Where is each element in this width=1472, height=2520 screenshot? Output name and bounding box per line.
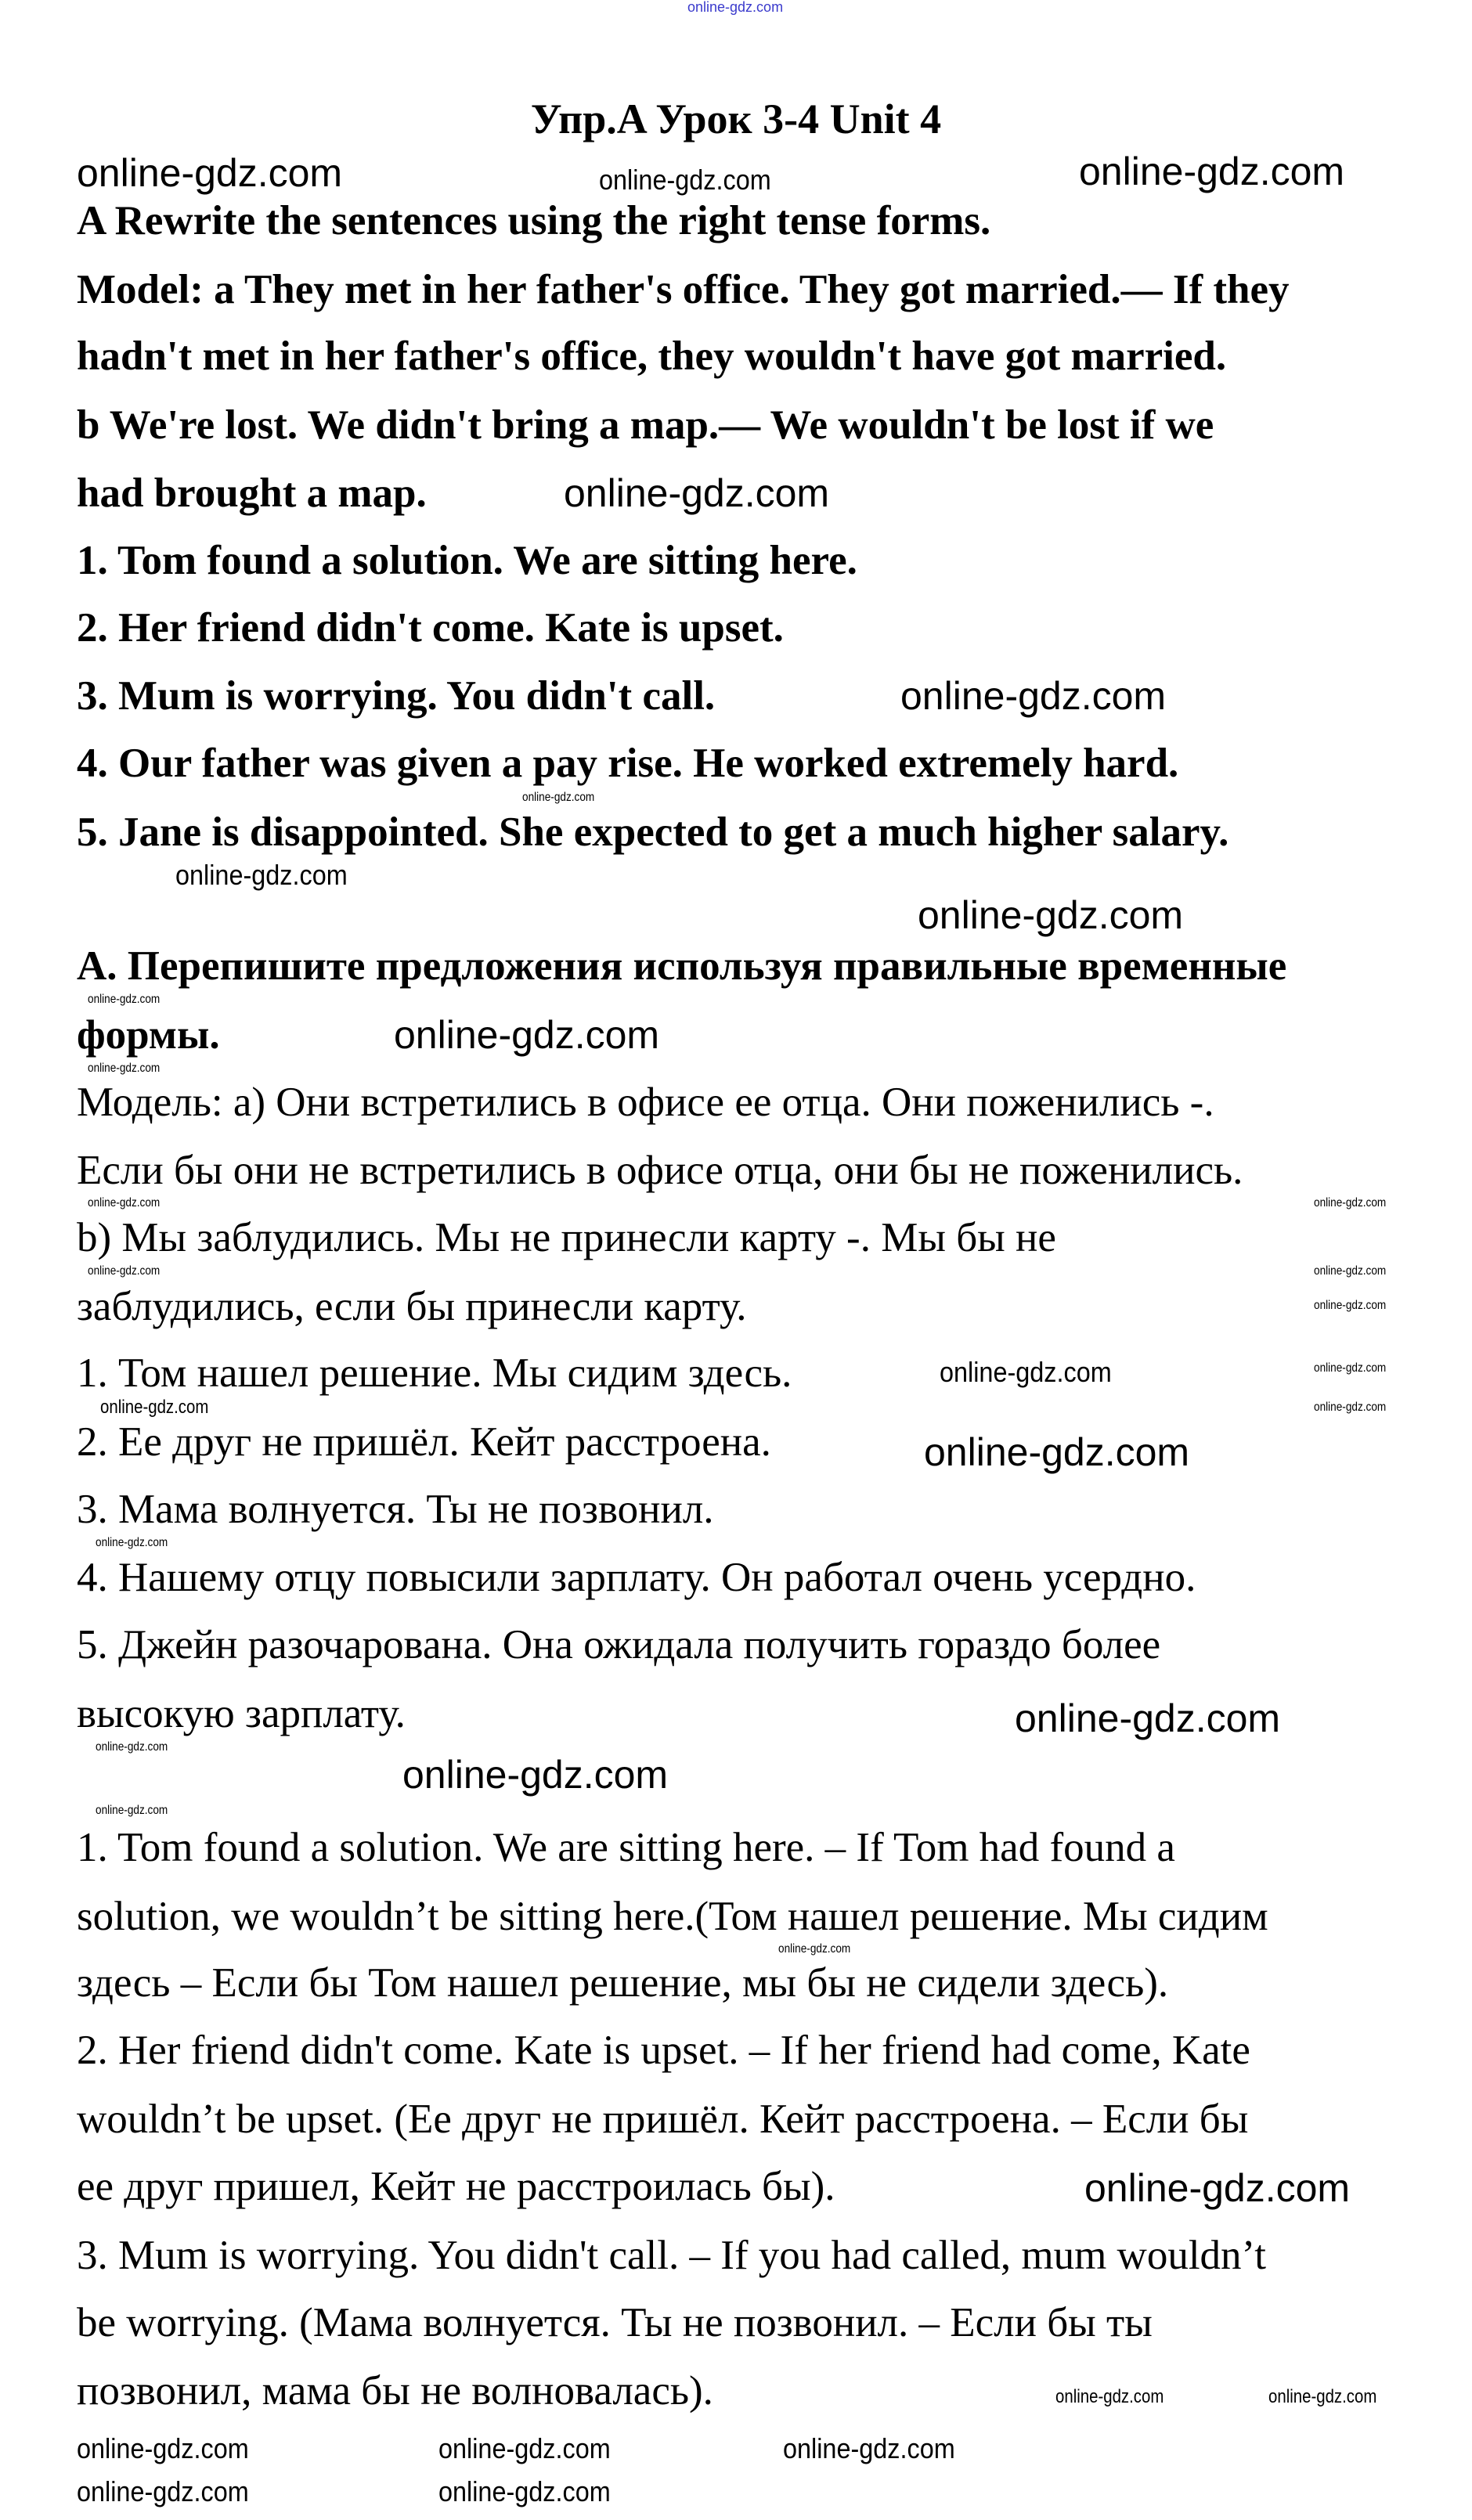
watermark: online-gdz.com bbox=[522, 791, 595, 804]
watermark: online-gdz.com bbox=[77, 2432, 249, 2464]
watermark: online-gdz.com bbox=[1084, 2166, 1351, 2210]
watermark: online-gdz.com bbox=[175, 859, 348, 891]
watermark: online-gdz.com bbox=[1314, 1361, 1387, 1375]
task-line: 2. Her friend didn't come. Kate is upset. bbox=[77, 605, 784, 651]
answer-line: 1. Tom found a solution. We are sitting here. – If Tom had found a bbox=[77, 1825, 1175, 1870]
watermark: online-gdz.com bbox=[940, 1356, 1112, 1388]
russian-line: b) Мы заблудились. Мы не принесли карту -. Мы бы не bbox=[77, 1215, 1056, 1260]
watermark: online-gdz.com bbox=[77, 2475, 249, 2507]
watermark: online-gdz.com bbox=[402, 1753, 669, 1797]
answer-line: позвонил, мама бы не волновалась). bbox=[77, 2368, 713, 2414]
watermark: online-gdz.com bbox=[599, 164, 771, 196]
answer-line: solution, we wouldn’t be sitting here.(Том нашел решение. Мы сидим bbox=[77, 1894, 1268, 1939]
watermark: online-gdz.com bbox=[88, 1062, 161, 1075]
watermark: online-gdz.com bbox=[88, 1264, 161, 1278]
answer-line: wouldn’t be upset. (Ее друг не пришёл. Кейт расстроена. – Если бы bbox=[77, 2096, 1249, 2142]
watermark: online-gdz.com bbox=[1055, 2386, 1164, 2407]
russian-line: 1. Том нашел решение. Мы сидим здесь. bbox=[77, 1350, 792, 1396]
watermark: online-gdz.com bbox=[1314, 1264, 1387, 1278]
watermark: online-gdz.com bbox=[438, 2475, 611, 2507]
watermark: online-gdz.com bbox=[88, 993, 161, 1006]
answer-line: здесь – Если бы Том нашел решение, мы бы не сидели здесь). bbox=[77, 1960, 1169, 2006]
watermark: online-gdz.com bbox=[96, 1740, 168, 1754]
watermark: online-gdz.com bbox=[1314, 1299, 1387, 1312]
russian-line: Модель: a) Они встретились в офисе ее отца. Они поженились -. bbox=[77, 1080, 1214, 1125]
watermark: online-gdz.com bbox=[100, 1397, 209, 1418]
russian-line: 3. Мама волнуется. Ты не позвонил. bbox=[77, 1487, 714, 1532]
watermark: online-gdz.com bbox=[900, 674, 1167, 718]
russian-line: 2. Ее друг не пришёл. Кейт расстроена. bbox=[77, 1419, 771, 1465]
watermark: online-gdz.com bbox=[394, 1013, 660, 1057]
watermark: online-gdz.com bbox=[1314, 1401, 1387, 1414]
watermark: online-gdz.com bbox=[88, 1196, 161, 1210]
task-line: Model: a They met in her father's office. They got married.— If they bbox=[77, 267, 1290, 312]
watermark: online-gdz.com bbox=[77, 151, 343, 195]
task-line: had brought a map. bbox=[77, 470, 427, 516]
russian-heading: A. Перепишите предложения используя правильные временные bbox=[77, 943, 1287, 989]
watermark: online-gdz.com bbox=[96, 1804, 168, 1817]
answer-line: be worrying. (Мама волнуется. Ты не позвонил. – Если бы ты bbox=[77, 2300, 1153, 2345]
task-line: 5. Jane is disappointed. She expected to get a much higher salary. bbox=[77, 809, 1229, 855]
watermark: online-gdz.com bbox=[783, 2432, 955, 2464]
answer-line: 3. Mum is worrying. You didn't call. – If you had called, mum wouldn’t bbox=[77, 2233, 1266, 2278]
watermark: online-gdz.com bbox=[96, 1536, 168, 1549]
watermark: online-gdz.com bbox=[918, 893, 1184, 937]
watermark: online-gdz.com bbox=[1079, 150, 1345, 193]
task-line: b We're lost. We didn't bring a map.— We wouldn't be lost if we bbox=[77, 402, 1214, 448]
russian-line: Если бы они не встретились в офисе отца, они бы не поженились. bbox=[77, 1148, 1243, 1193]
watermark: online-gdz.com bbox=[687, 0, 784, 15]
task-line: 3. Mum is worrying. You didn't call. bbox=[77, 673, 716, 719]
task-line: 4. Our father was given a pay rise. He worked extremely hard. bbox=[77, 741, 1179, 786]
watermark: online-gdz.com bbox=[1314, 1196, 1387, 1210]
russian-line: 5. Джейн разочарована. Она ожидала получить гораздо более bbox=[77, 1622, 1161, 1667]
task-line: hadn't met in her father's office, they wouldn't have got married. bbox=[77, 333, 1227, 379]
task-instruction: A Rewrite the sentences using the right tense forms. bbox=[77, 198, 991, 243]
watermark: online-gdz.com bbox=[438, 2432, 611, 2464]
page-title: Упр.A Урок 3-4 Unit 4 bbox=[530, 96, 942, 142]
answer-line: 2. Her friend didn't come. Kate is upset. – If her friend had come, Kate bbox=[77, 2028, 1250, 2073]
watermark: online-gdz.com bbox=[778, 1942, 851, 1956]
watermark: online-gdz.com bbox=[1015, 1696, 1281, 1740]
russian-line: заблудились, если бы принесли карту. bbox=[77, 1284, 747, 1329]
watermark: online-gdz.com bbox=[564, 471, 830, 515]
russian-line: 4. Нашему отцу повысили зарплату. Он работал очень усердно. bbox=[77, 1555, 1196, 1600]
watermark: online-gdz.com bbox=[924, 1430, 1190, 1474]
watermark: online-gdz.com bbox=[1268, 2386, 1377, 2407]
russian-heading: формы. bbox=[77, 1012, 220, 1058]
task-line: 1. Tom found a solution. We are sitting here. bbox=[77, 538, 857, 583]
answer-line: ее друг пришел, Кейт не расстроилась бы). bbox=[77, 2164, 835, 2209]
russian-line: высокую зарплату. bbox=[77, 1691, 406, 1736]
